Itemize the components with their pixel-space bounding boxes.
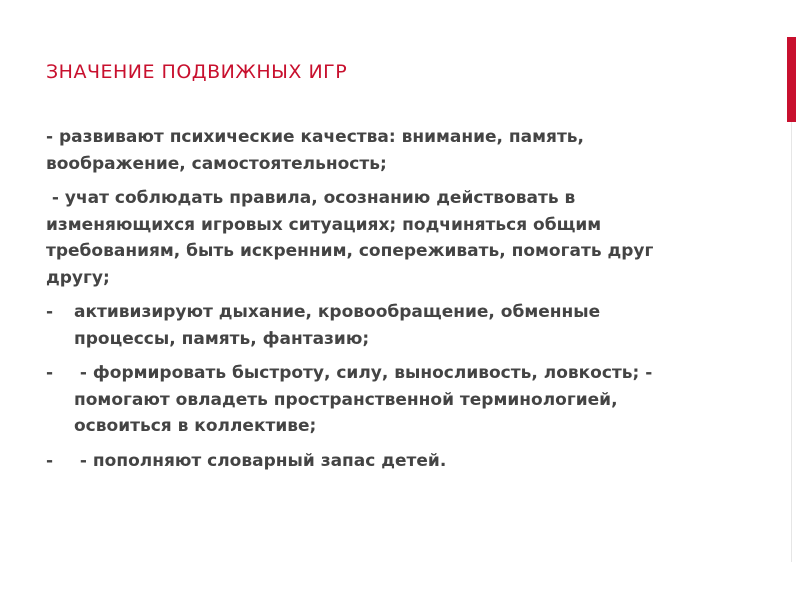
- bullet-list: [46, 299, 706, 474]
- slide-border-line: [791, 122, 792, 562]
- slide-body: [46, 124, 706, 482]
- list-item-text: - пополняют словарный запас детей.: [74, 450, 447, 471]
- list-item: [46, 299, 706, 352]
- list-item-text: - формировать быстроту, силу, выносливость, ловкость; - помогают овладеть пространственной терминологией, освоиться в коллективе;: [74, 363, 659, 436]
- bullet-marker: -: [46, 363, 54, 383]
- list-item-text: активизируют дыхание, кровообращение, обменные процессы, память, фантазию;: [74, 302, 601, 349]
- paragraph-rules: - учат соблюдать правила, осознанию действовать в изменяющихся игровых ситуациях; подчиняться общим требованиям, быть искренним, сопереживать, помогать друг другу;: [46, 188, 660, 288]
- accent-bar: [787, 37, 796, 122]
- list-item: [46, 448, 706, 475]
- list-item: [46, 360, 706, 440]
- slide-title: ЗНАЧЕНИЕ ПОДВИЖНЫХ ИГР: [46, 61, 348, 83]
- bullet-marker: -: [46, 450, 54, 471]
- bullet-marker: -: [46, 302, 54, 322]
- paragraph-psychic-qualities: - развивают психические качества: внимание, память, воображение, самостоятельность;: [46, 127, 584, 174]
